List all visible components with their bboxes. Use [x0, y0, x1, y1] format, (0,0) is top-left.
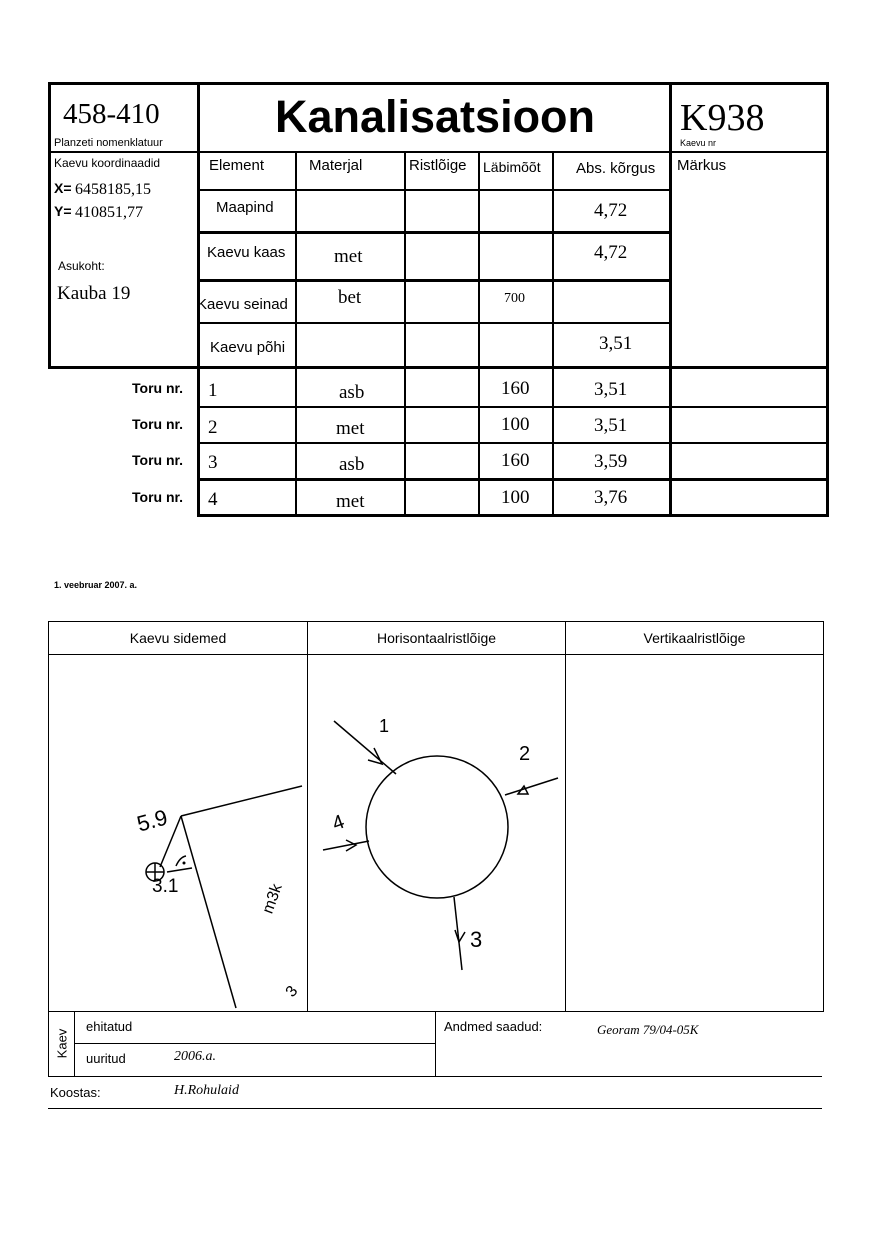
- pipe-label: Toru nr.: [132, 452, 184, 468]
- pipe-abs-height: 3,51: [594, 379, 628, 400]
- abs-height-value: 4,72: [594, 242, 628, 263]
- abs-height-value: 3,51: [599, 333, 633, 354]
- pipe-label: Toru nr.: [132, 489, 184, 505]
- well-label: Kaevu nr: [680, 138, 717, 148]
- data-source-value: Georam 79/04-05K: [597, 1022, 699, 1037]
- pipe-number: 2: [208, 417, 218, 438]
- abs-height-value: 4,72: [594, 200, 628, 221]
- pipe-number: 4: [208, 489, 218, 510]
- tie-label: 3: [282, 982, 302, 1001]
- pipe-mark: 2: [519, 743, 531, 765]
- sketch-col-horizontal: Horisontaalristlõige: [376, 630, 497, 646]
- pipe-abs-height: 3,76: [594, 487, 628, 508]
- pipe-number: 1: [208, 380, 218, 401]
- col-material: Materjal: [309, 157, 363, 174]
- pipe-label: Toru nr.: [132, 380, 184, 396]
- location-value: Kauba 19: [57, 283, 131, 304]
- page-title: Kanalisatsioon: [274, 91, 596, 142]
- kaev-label: Kaev: [54, 1028, 70, 1059]
- pipe-diameter: 160: [501, 378, 530, 399]
- diameter-value: 700: [504, 291, 525, 306]
- tie-label: m3k: [259, 881, 286, 916]
- pipe-diameter: 100: [501, 414, 530, 435]
- pipe-abs-height: 3,51: [594, 415, 628, 436]
- sketch-col-ties: Kaevu sidemed: [129, 630, 227, 646]
- data-source-label: Andmed saadud:: [444, 1019, 543, 1034]
- coord-label: Kaevu koordinaadid: [54, 156, 161, 170]
- sheet-number: 458-410: [63, 98, 160, 130]
- built-label: ehitatud: [86, 1019, 133, 1034]
- pipe-material: asb: [339, 382, 365, 403]
- col-element: Element: [209, 157, 265, 174]
- y-value: 410851,77: [75, 204, 143, 221]
- col-abs-height: Abs. kõrgus: [576, 160, 656, 177]
- pipe-material: met: [336, 418, 365, 439]
- y-label: Y=: [54, 203, 72, 219]
- col-notes: Märkus: [677, 157, 727, 174]
- col-diameter: Läbimõõt: [483, 159, 541, 175]
- pipe-label: Toru nr.: [132, 416, 184, 432]
- x-label: X=: [54, 180, 72, 196]
- pipe-material: met: [336, 491, 365, 512]
- surveyed-value: 2006.a.: [174, 1049, 216, 1064]
- sheet-label: Planzeti nomenklatuur: [54, 137, 163, 149]
- material-value: met: [334, 246, 363, 267]
- location-label: Asukoht:: [58, 259, 105, 273]
- element-name: Kaevu kaas: [207, 244, 286, 261]
- tie-label: 5.9: [134, 804, 171, 837]
- sketch-col-vertical: Vertikaalristlõige: [643, 630, 746, 646]
- pipe-material: asb: [339, 454, 365, 475]
- surveyed-label: uuritud: [86, 1051, 126, 1066]
- col-cross-section: Ristlõige: [409, 157, 467, 174]
- tie-label: 3.1: [152, 876, 179, 897]
- pipe-abs-height: 3,59: [594, 451, 628, 472]
- element-name: Kaevu põhi: [210, 339, 286, 356]
- well-number: K938: [680, 97, 765, 139]
- pipe-number: 3: [208, 452, 218, 473]
- element-name: Kaevu seinad: [197, 296, 288, 313]
- material-value: bet: [338, 287, 362, 308]
- pipe-diameter: 160: [501, 450, 530, 471]
- compiled-label: Koostas:: [50, 1085, 101, 1100]
- pipe-diameter: 100: [501, 487, 530, 508]
- pipe-mark: 1: [379, 716, 390, 736]
- compiled-value: H.Rohulaid: [174, 1083, 239, 1098]
- document-date: 1. veebruar 2007. a.: [54, 580, 138, 590]
- pipe-mark: 4: [329, 810, 348, 836]
- x-value: 6458185,15: [75, 181, 151, 198]
- element-name: Maapind: [216, 199, 274, 216]
- pipe-mark: 3: [470, 927, 483, 952]
